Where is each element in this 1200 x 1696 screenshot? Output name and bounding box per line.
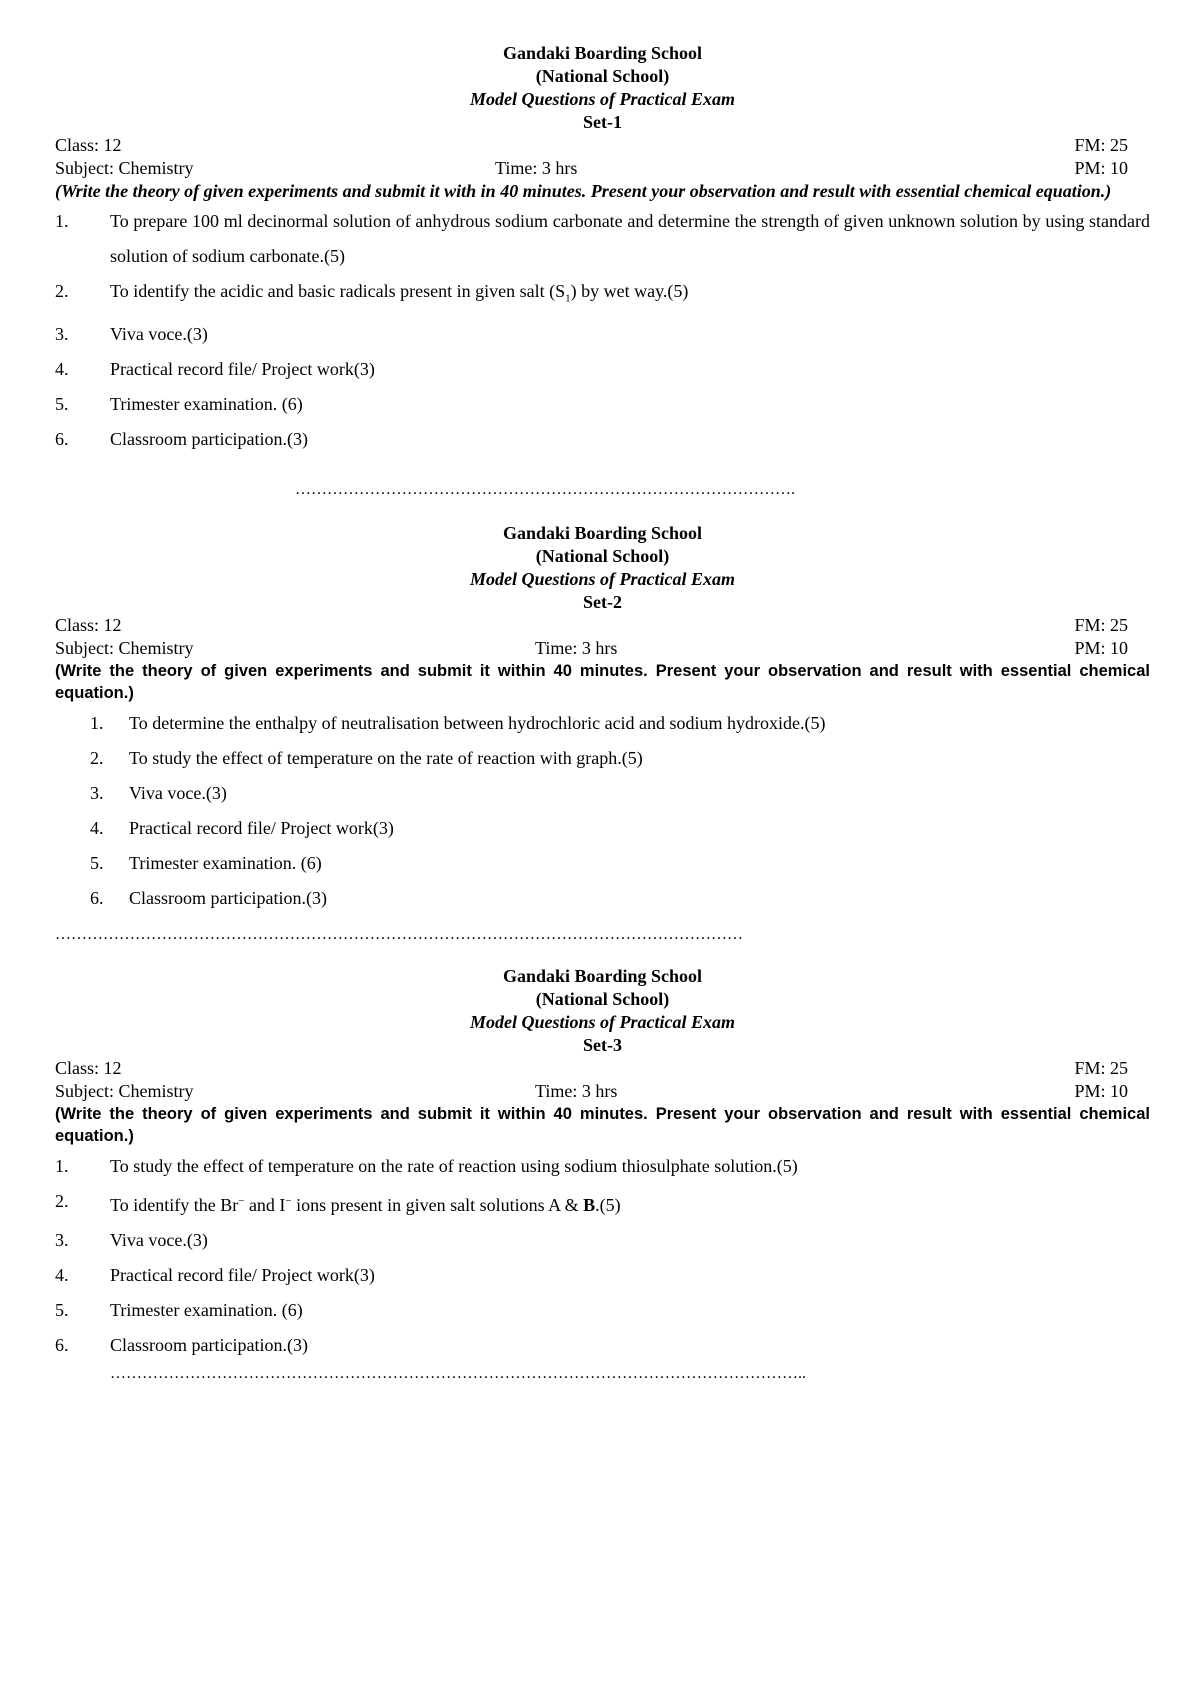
question-number: 6.	[55, 1335, 69, 1355]
question-number: 1.	[55, 211, 69, 231]
question-item	[55, 741, 1150, 776]
question-item	[55, 811, 1150, 846]
question-item	[55, 352, 1150, 387]
question-list	[55, 706, 1150, 916]
school-name: Gandaki Boarding School	[502, 966, 703, 986]
school-name: Gandaki Boarding School	[502, 523, 703, 543]
subject-label: Subject: Chemistry	[55, 1081, 194, 1101]
question-number: 5.	[55, 393, 69, 414]
question-item	[55, 1258, 1150, 1293]
question-text: To determine the enthalpy of neutralisation between hydrochloric acid and sodium hydroxide.(5)	[129, 713, 826, 733]
question-list	[55, 204, 1150, 457]
exam-title: Model Questions of Practical Exam	[470, 89, 735, 109]
question-item	[55, 317, 1150, 352]
instruction-text: (Write the theory of given experiments and submit it within 40 minutes. Present your observation and result with essential chemical equation.)	[55, 662, 1150, 702]
question-number: 6.	[55, 428, 69, 449]
full-marks: FM: 25	[1074, 135, 1128, 155]
school-subtitle: (National School)	[535, 989, 670, 1009]
subject-row	[55, 637, 1150, 660]
subject-label: Subject: Chemistry	[55, 158, 194, 178]
exam-set-3	[55, 965, 1150, 1363]
question-number: 5.	[90, 853, 104, 873]
question-item	[55, 387, 1150, 422]
question-item	[55, 1149, 1150, 1184]
separator-line: …………………………………………………………………………………………………………………	[55, 926, 743, 943]
question-number: 5.	[55, 1300, 69, 1320]
question-item	[55, 846, 1150, 881]
school-subtitle: (National School)	[535, 546, 670, 566]
question-number: 4.	[55, 1265, 69, 1285]
set-label: Set-1	[583, 112, 622, 132]
class-label: Class: 12	[55, 135, 122, 155]
question-item	[55, 881, 1150, 916]
question-number: 2.	[90, 748, 104, 768]
full-marks: FM: 25	[1074, 1058, 1128, 1078]
question-text: Classroom participation.(3)	[110, 1335, 308, 1355]
separator-line: …………………………………………………………………………………………………………………..	[110, 1365, 806, 1382]
set-label: Set-2	[583, 592, 622, 612]
class-row	[55, 1057, 1150, 1080]
question-text: To study the effect of temperature on the rate of reaction with graph.(5)	[129, 748, 643, 768]
pass-marks: PM: 10	[1074, 158, 1128, 178]
question-text: To prepare 100 ml decinormal solution of anhydrous sodium carbonate and determine the strength of given unknown solution by using standard solution of sodium carbonate.(5)	[110, 211, 1150, 266]
question-text: Classroom participation.(3)	[129, 888, 327, 908]
question-item	[55, 1223, 1150, 1258]
class-label: Class: 12	[55, 1058, 122, 1078]
question-item	[55, 274, 1150, 317]
exam-title: Model Questions of Practical Exam	[470, 1012, 735, 1032]
pass-marks: PM: 10	[1074, 1081, 1128, 1101]
full-marks: FM: 25	[1074, 615, 1128, 635]
class-row	[55, 134, 1150, 157]
exam-set-1	[55, 42, 1150, 457]
question-number: 2.	[55, 281, 69, 301]
question-item	[55, 1293, 1150, 1328]
question-text: Viva voce.(3)	[110, 323, 208, 344]
question-text: Classroom participation.(3)	[110, 428, 308, 449]
separator-line: ………………………………………………………………………………….	[295, 481, 795, 498]
question-list	[55, 1149, 1150, 1363]
time-label: Time: 3 hrs	[535, 1081, 618, 1101]
question-text: Trimester examination. (6)	[110, 393, 303, 414]
exam-set-2	[55, 522, 1150, 916]
question-item	[55, 706, 1150, 741]
question-number: 2.	[55, 1191, 69, 1211]
question-text: Viva voce.(3)	[110, 1230, 208, 1250]
school-subtitle: (National School)	[535, 66, 670, 86]
set-label: Set-3	[583, 1035, 622, 1055]
subject-row	[55, 157, 1150, 180]
question-text: Trimester examination. (6)	[129, 853, 322, 873]
question-text: Trimester examination. (6)	[110, 1300, 303, 1320]
instruction-text: (Write the theory of given experiments and submit it with in 40 minutes. Present your observation and result with essential chemical equation.)	[55, 181, 1112, 201]
question-item	[55, 422, 1150, 457]
question-number: 3.	[55, 1230, 69, 1250]
question-text: Practical record file/ Project work(3)	[129, 818, 394, 838]
question-item	[55, 1184, 1150, 1223]
question-number: 1.	[90, 713, 104, 733]
question-number: 6.	[90, 888, 104, 908]
exam-title: Model Questions of Practical Exam	[470, 569, 735, 589]
question-number: 4.	[55, 358, 69, 379]
time-label: Time: 3 hrs	[535, 638, 618, 658]
subject-label: Subject: Chemistry	[55, 638, 194, 658]
school-name: Gandaki Boarding School	[502, 43, 703, 63]
question-item	[55, 204, 1150, 274]
question-item	[55, 1328, 1150, 1363]
question-item	[55, 776, 1150, 811]
pass-marks: PM: 10	[1074, 638, 1128, 658]
question-number: 4.	[90, 818, 104, 838]
question-text: To identify the acidic and basic radicals present in given salt $(S_1)$ by wet way.(5)	[110, 281, 689, 305]
question-text: Viva voce.(3)	[129, 783, 227, 803]
question-text: To identify the Br− and I− ions present in given salt solutions A & B.(5)	[110, 1195, 621, 1215]
question-number: 3.	[90, 783, 104, 803]
question-number: 3.	[55, 323, 69, 344]
time-label: Time: 3 hrs	[495, 158, 578, 178]
class-label: Class: 12	[55, 615, 122, 635]
class-row	[55, 614, 1150, 637]
instruction-text: (Write the theory of given experiments and submit it within 40 minutes. Present your observation and result with essential chemical equation.)	[55, 1105, 1150, 1145]
subject-row	[55, 1080, 1150, 1103]
question-text: Practical record file/ Project work(3)	[110, 1265, 375, 1285]
question-text: To study the effect of temperature on the rate of reaction using sodium thiosulphate solution.(5)	[110, 1156, 798, 1176]
question-number: 1.	[55, 1156, 69, 1176]
question-text: Practical record file/ Project work(3)	[110, 358, 375, 379]
